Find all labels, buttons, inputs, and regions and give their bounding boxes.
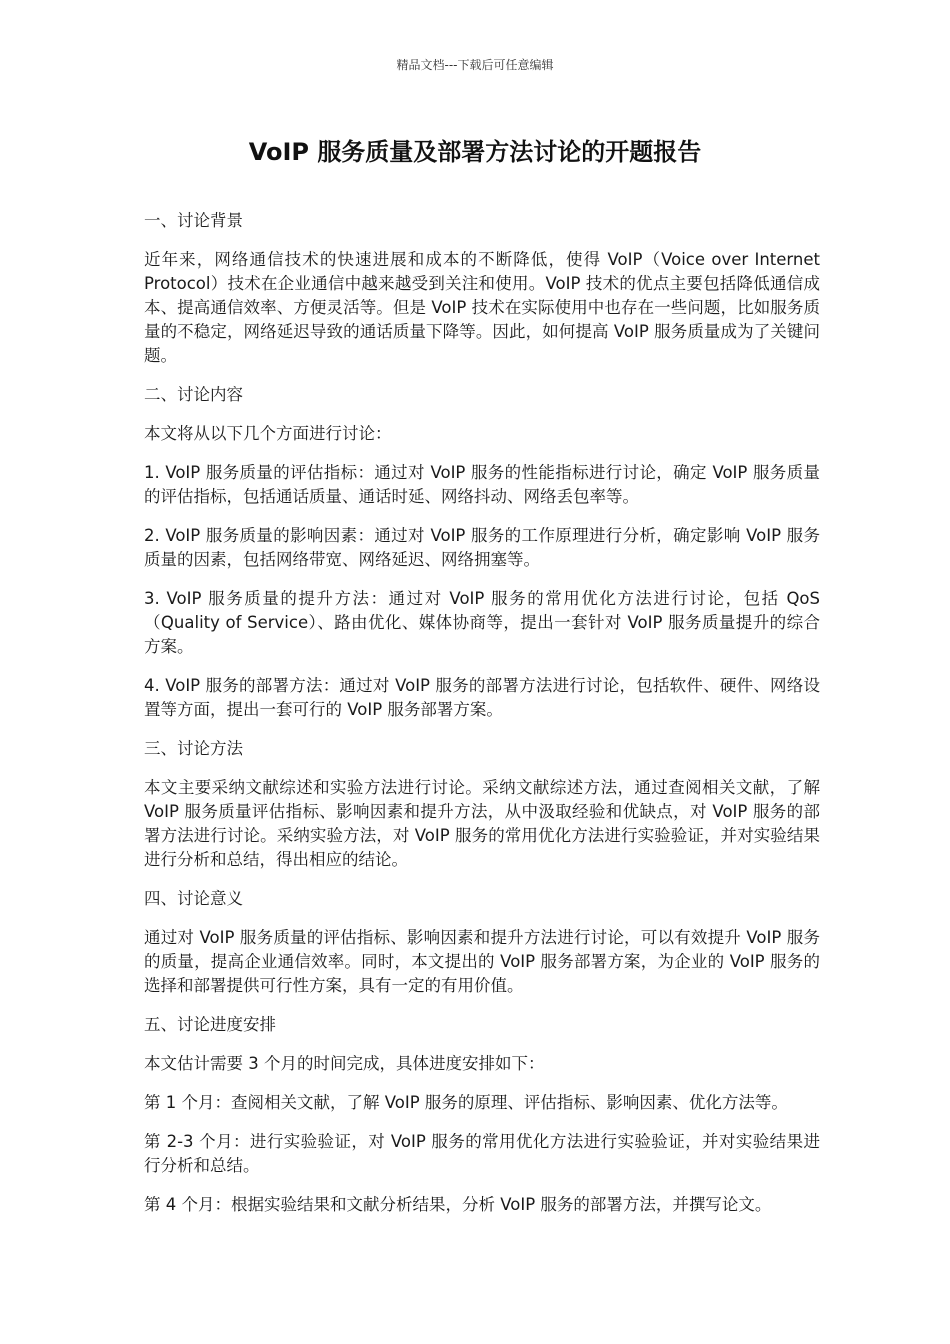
content-item-1: 1. VoIP 服务质量的评估指标：通过对 VoIP 服务的性能指标进行讨论，确定 VoIP 服务质量的评估指标，包括通话质量、通话时延、网络抖动、网络丢包率等。 bbox=[144, 463, 820, 506]
section-heading-significance: 四、讨论意义 bbox=[144, 889, 243, 908]
background-paragraph: 近年来，网络通信技术的快速进展和成本的不断降低，使得 VoIP（Voice over Internet Protocol）技术在企业通信中越来越受到关注和使用。VoIP 技术的优点主要包括降低通信成本、提高通信效率、方便灵活等。但是 VoIP 技术在实际使用中也存在一些问题，比如服务质量的不稳定，网络延迟导致的通话质量下降等。因此，如何提高 VoIP 服务质量成为了关键问题。 bbox=[144, 250, 820, 365]
method-paragraph: 本文主要采纳文献综述和实验方法进行讨论。采纳文献综述方法，通过查阅相关文献，了解 VoIP 服务质量评估指标、影响因素和提升方法，从中汲取经验和优缺点，对 VoIP 服务的部署方法进行讨论。采纳实验方法，对 VoIP 服务的常用优化方法进行实验验证，并对实验结果进行分析和总结，得出相应的结论。 bbox=[144, 778, 820, 869]
content-item-3: 3. VoIP 服务质量的提升方法：通过对 VoIP 服务的常用优化方法进行讨论，包括 QoS（Quality of Service）、路由优化、媒体协商等，提出一套针对 VoIP 服务质量提升的综合方案。 bbox=[144, 589, 820, 656]
schedule-month-4: 第 4 个月：根据实验结果和文献分析结果，分析 VoIP 服务的部署方法，并撰写论文。 bbox=[144, 1195, 772, 1214]
document-body bbox=[144, 209, 820, 1232]
schedule-month-1: 第 1 个月：查阅相关文献，了解 VoIP 服务的原理、评估指标、影响因素、优化方法等。 bbox=[144, 1093, 788, 1112]
document-title: VoIP 服务质量及部署方法讨论的开题报告 bbox=[248, 138, 702, 166]
content-item-2: 2. VoIP 服务质量的影响因素：通过对 VoIP 服务的工作原理进行分析，确定影响 VoIP 服务质量的因素，包括网络带宽、网络延迟、网络拥塞等。 bbox=[144, 526, 820, 569]
significance-paragraph: 通过对 VoIP 服务质量的评估指标、影响因素和提升方法进行讨论，可以有效提升 VoIP 服务的质量，提高企业通信效率。同时，本文提出的 VoIP 服务部署方案，为企业的 VoIP 服务的选择和部署提供可行性方案，具有一定的有用价值。 bbox=[144, 928, 820, 995]
section-heading-method: 三、讨论方法 bbox=[144, 739, 243, 758]
content-item-4: 4. VoIP 服务的部署方法：通过对 VoIP 服务的部署方法进行讨论，包括软件、硬件、网络设置等方面，提出一套可行的 VoIP 服务部署方案。 bbox=[144, 676, 820, 719]
schedule-month-2-3: 第 2-3 个月：进行实验验证，对 VoIP 服务的常用优化方法进行实验验证，并对实验结果进行分析和总结。 bbox=[144, 1132, 820, 1175]
content-intro-paragraph: 本文将从以下几个方面进行讨论： bbox=[144, 424, 392, 443]
page-header-watermark: 精品文档---下载后可任意编辑 bbox=[396, 58, 554, 72]
section-heading-background: 一、讨论背景 bbox=[144, 211, 243, 230]
section-heading-content: 二、讨论内容 bbox=[144, 385, 243, 404]
schedule-intro-paragraph: 本文估计需要 3 个月的时间完成，具体进度安排如下： bbox=[144, 1054, 545, 1073]
section-heading-schedule: 五、讨论进度安排 bbox=[144, 1015, 276, 1034]
